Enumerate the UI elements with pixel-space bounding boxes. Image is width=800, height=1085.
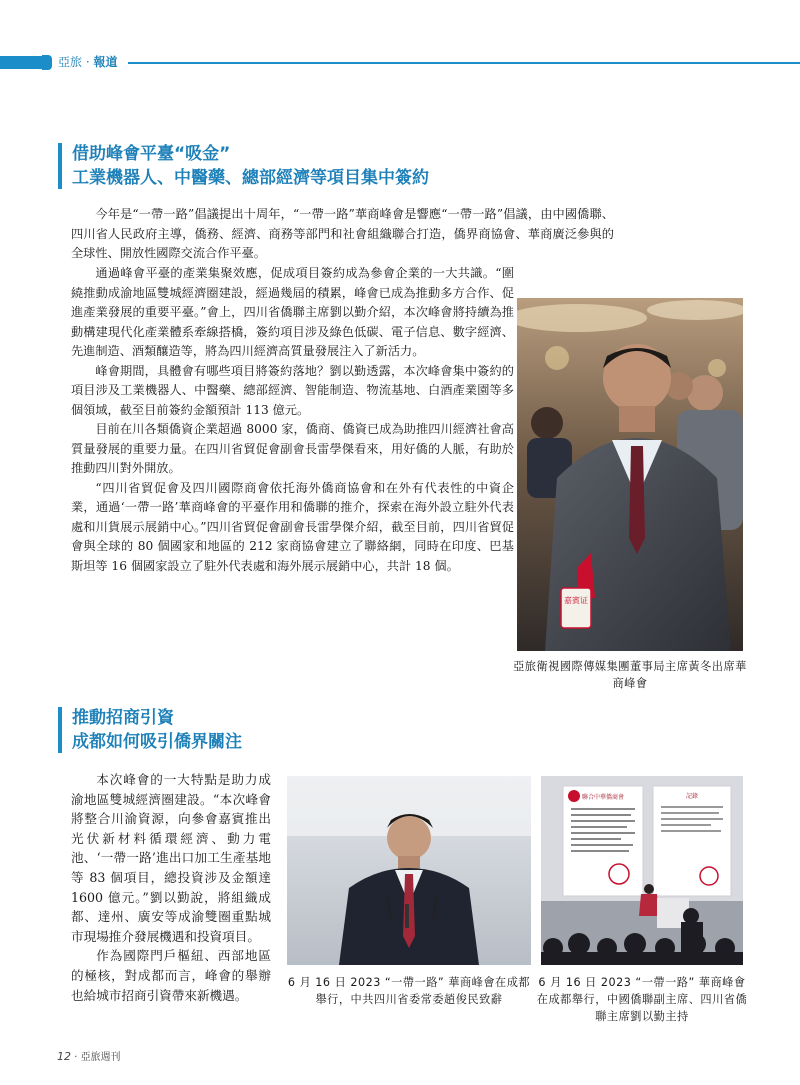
header-separator: · bbox=[85, 55, 90, 69]
paragraph: “四川省貿促會及四川國際商會依托海外僑商協會和在外有代表性的中資企業，通過‘一帶一路’華商峰會的平臺作用和僑聯的推介，探索在海外設立駐外代表處和川貨展示展銷中心。”四川省貿促會副會長雷學傑介紹，截至目前，四川省貿促會與全球的 80 個國家和地區的 212 家商協會建立了聯絡網，同時在印度、巴基斯坦等 16 個國家設立了駐外代表處和海外展示展銷中心，共計 18 個。 bbox=[71, 480, 514, 573]
photo-host-stage bbox=[541, 776, 743, 965]
footer-separator: · bbox=[74, 1052, 78, 1063]
photo3-caption: 6 月 16 日 2023 “一帶一路” 華商峰會在成都舉行，中國僑聯副主席、四川省僑聯主席劉以勤主持 bbox=[536, 976, 748, 1023]
badge-text: 嘉賓证 bbox=[564, 596, 588, 605]
section1-body-top bbox=[71, 205, 614, 264]
publication-name: 亞旅週刊 bbox=[80, 1052, 121, 1063]
photo-speaker-image bbox=[287, 776, 531, 965]
photo1-caption: 亞旅衛視國際傳媒集團董事局主席黃冬出席華商峰會 bbox=[513, 660, 747, 690]
section2-accent-bar bbox=[58, 707, 62, 753]
header-rule bbox=[128, 62, 800, 64]
section1-title-line2: 工業機器人、中醫藥、總部經濟等項目集中簽約 bbox=[72, 168, 429, 188]
photo-summit-attendee bbox=[517, 298, 743, 651]
section2-title-line1: 推動招商引資 bbox=[72, 708, 174, 728]
section1-body bbox=[71, 264, 514, 576]
poster-title: 聯合中華僑商會 bbox=[581, 794, 625, 801]
section1-accent-bar bbox=[58, 143, 62, 189]
header-section: 報道 bbox=[93, 55, 118, 69]
section1-title-line1: 借助峰會平臺“吸金” bbox=[72, 144, 231, 164]
paragraph: 峰會期間，具體會有哪些項目將簽約落地？劉以勤透露，本次峰會集中簽約的項目涉及工業機器人、中醫藥、總部經濟、智能制造、物流基地、白酒產業園等多個領域，截至目前簽約金額預計 113 億元。 bbox=[71, 363, 514, 417]
page-footer bbox=[57, 1048, 121, 1063]
header-brand: 亞旅 bbox=[58, 55, 83, 69]
section2-title bbox=[72, 706, 242, 754]
page-number: 12 bbox=[57, 1050, 71, 1063]
section1-title bbox=[72, 142, 429, 190]
section2-body bbox=[71, 770, 271, 1005]
paragraph: 通過峰會平臺的產業集聚效應，促成項目簽約成為參會企業的一大共識。“圍繞推動成渝地區雙城經濟圈建設，經過幾屆的積累，峰會已成為推動多方合作、促進產業發展的重要平臺。”會上，四川省僑聯主席劉以勤介紹，本次峰會將持續為推動構建現代化產業體系牽線搭橋，簽約項目涉及綠色低碳、電子信息、數字經濟、先進制造、酒類釀造等，將為四川經濟高質量發展注入了新活力。 bbox=[71, 266, 514, 358]
photo-speaker bbox=[287, 776, 531, 965]
photo2-caption: 6 月 16 日 2023 “一帶一路” 華商峰會在成都舉行，中共四川省委常委趙俊民致辭 bbox=[287, 976, 531, 1006]
paragraph: 作為國際門戶樞紐、西部地區的極核，對成都而言，峰會的舉辦也給城市招商引資帶來新機遇。 bbox=[71, 948, 271, 1003]
section-header bbox=[58, 53, 118, 70]
header-accent-chip bbox=[42, 55, 52, 70]
section2-title-line2: 成都如何吸引僑界關注 bbox=[72, 732, 242, 752]
paragraph: 今年是“一帶一路”倡議提出十周年，“一帶一路”華商峰會是響應“一帶一路”倡議，由中國僑聯、四川省人民政府主導，僑務、經濟、商務等部門和社會組織聯合打造，僑界商協會、華商廣泛參與的全球性、開放性國際交流合作平臺。 bbox=[71, 207, 614, 260]
paragraph: 本次峰會的一大特點是助力成渝地區雙城經濟圈建設。“本次峰會將整合川渝資源，向參會嘉賓推出光伏新材料循環經濟、動力電池、‘一帶一路’進出口加工生產基地等 83 個項目，總投資涉及金額達 1600 億元。”劉以勤說，將組織成都、達州、廣安等成渝雙圈重點城市現場推介發展機遇和投資項目。 bbox=[71, 772, 271, 944]
photo-summit-attendee-image bbox=[517, 298, 743, 651]
paragraph: 目前在川各類僑資企業超過 8000 家，僑商、僑資已成為助推四川經濟社會高質量發展的重要力量。在四川省貿促會副會長雷學傑看來，用好僑的人脈，有助於推動四川對外開放。 bbox=[71, 422, 514, 475]
screen-title: 記錄 bbox=[685, 793, 699, 800]
photo-host-stage-image bbox=[541, 776, 743, 965]
header-accent-bar bbox=[0, 56, 42, 69]
